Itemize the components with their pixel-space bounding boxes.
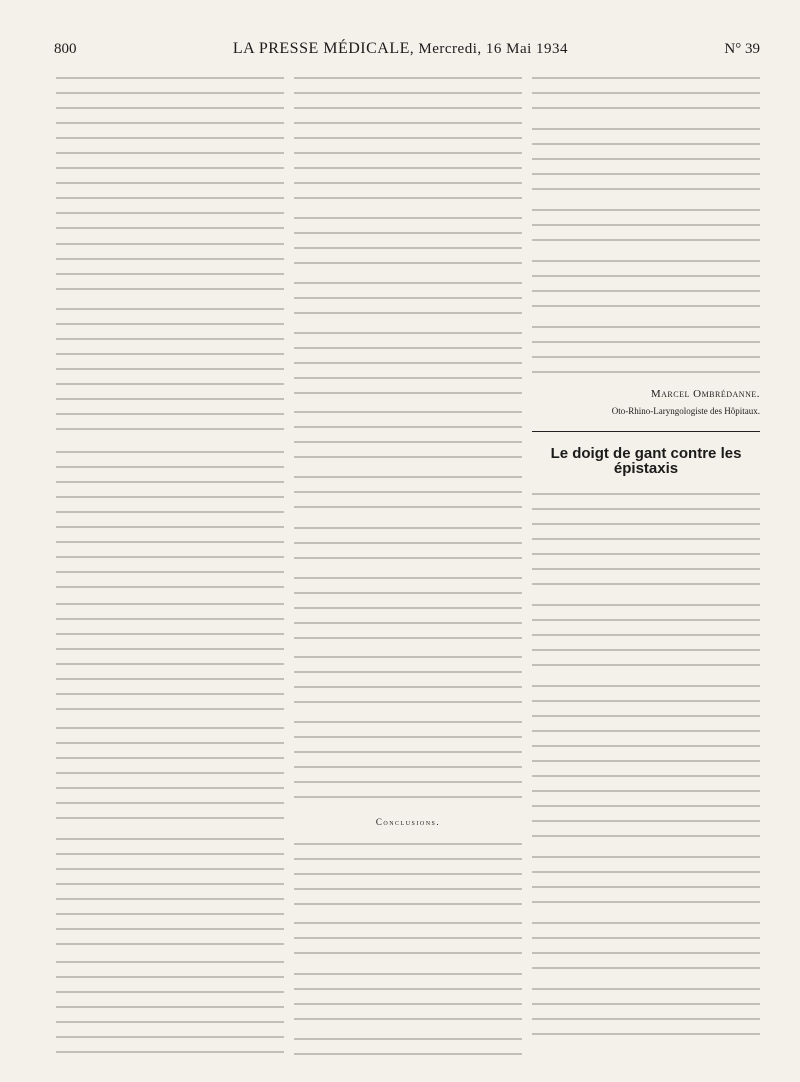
body-paragraph xyxy=(532,599,760,674)
body-paragraph xyxy=(294,651,522,710)
body-paragraph xyxy=(56,446,284,593)
body-paragraph xyxy=(56,956,284,1062)
body-paragraph xyxy=(56,833,284,950)
journal-name: LA PRESSE MÉDICALE xyxy=(232,40,410,57)
body-paragraph xyxy=(294,277,522,321)
body-paragraph xyxy=(532,321,760,381)
article-columns xyxy=(56,72,760,1062)
body-paragraph xyxy=(56,722,284,828)
body-paragraph xyxy=(532,917,760,977)
body-paragraph xyxy=(294,212,522,271)
body-paragraph xyxy=(294,72,522,206)
header-title: LA PRESSE MÉDICALE, Mercredi, 16 Mai 1934 xyxy=(232,40,569,57)
body-paragraph xyxy=(56,238,284,297)
body-paragraph xyxy=(532,204,760,249)
body-paragraph xyxy=(532,123,760,198)
body-paragraph xyxy=(532,72,760,117)
author-signature: Marcel Ombrédanne. xyxy=(650,388,760,400)
body-paragraph xyxy=(532,680,760,845)
author-affiliation: Oto-Rhino-Laryngologiste des Hôpitaux. xyxy=(611,406,760,416)
body-paragraph xyxy=(532,983,760,1043)
body-paragraph xyxy=(294,838,522,912)
page-number: 800 xyxy=(54,41,77,57)
column-1 xyxy=(56,72,284,1062)
body-paragraph xyxy=(294,406,522,465)
body-paragraph xyxy=(56,303,284,440)
section-divider xyxy=(532,431,760,432)
issue-number: N° 39 xyxy=(724,41,760,57)
body-paragraph xyxy=(532,851,760,911)
body-paragraph xyxy=(294,572,522,646)
body-paragraph xyxy=(56,598,284,715)
body-paragraph xyxy=(294,968,522,1027)
body-paragraph xyxy=(532,255,760,315)
body-paragraph xyxy=(294,917,522,961)
body-paragraph xyxy=(294,327,522,401)
page-header xyxy=(54,40,760,62)
section-subheading: Conclusions. xyxy=(375,816,441,827)
column-3 xyxy=(532,72,760,1062)
body-paragraph xyxy=(294,471,522,515)
column-2 xyxy=(294,72,522,1062)
body-paragraph xyxy=(294,716,522,804)
body-paragraph xyxy=(532,488,760,593)
body-paragraph xyxy=(294,522,522,566)
issue-date: Mercredi, 16 Mai 1934 xyxy=(418,41,569,57)
article-title: Le doigt de gant contre les épistaxis xyxy=(550,445,742,477)
body-paragraph xyxy=(294,1033,522,1062)
body-paragraph xyxy=(56,72,284,232)
